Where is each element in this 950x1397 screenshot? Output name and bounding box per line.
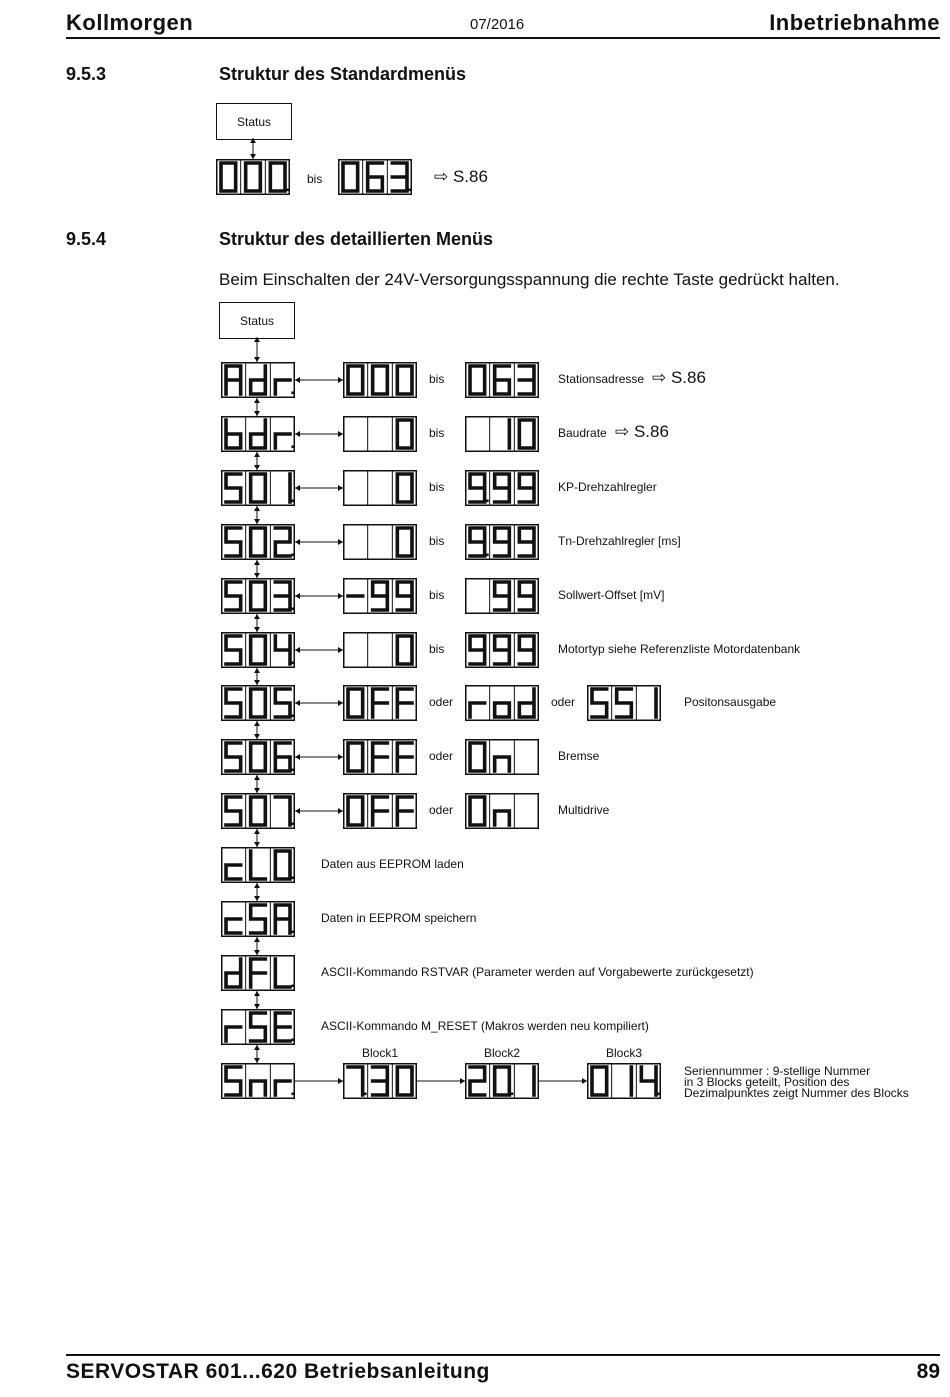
display-frame — [344, 363, 417, 398]
menu-code-display — [221, 578, 295, 614]
decimal-point — [291, 1093, 294, 1096]
serial-block1-display — [343, 1063, 417, 1099]
value-display-to — [465, 470, 539, 506]
value-display-from — [343, 685, 417, 721]
parameter-description: Motortyp siehe Referenzliste Motordatenbank — [558, 642, 801, 656]
decimal-point — [291, 769, 294, 772]
decimal-point — [511, 1093, 514, 1096]
arrow-head — [254, 506, 260, 511]
decimal-point — [291, 554, 294, 557]
header-date: 07/2016 — [470, 16, 525, 33]
status-box-standard: Status — [216, 103, 292, 140]
header-brand: Kollmorgen — [66, 10, 194, 35]
arrow-head — [254, 883, 260, 888]
command-description: ASCII-Kommando RSTVAR (Parameter werden auf Vorgabewerte zurückgesetzt) — [321, 965, 754, 979]
page-number: 89 — [916, 1360, 940, 1383]
arrow-head — [254, 337, 260, 342]
value-display-to — [465, 524, 539, 560]
menu-code-display — [221, 739, 295, 775]
value-display-to — [465, 362, 539, 398]
arrow-head — [254, 560, 260, 565]
menu-code-display — [221, 847, 295, 883]
value-display-to — [465, 416, 539, 452]
value-display-from — [343, 793, 417, 829]
menu-code-display — [221, 793, 295, 829]
decimal-point — [291, 1039, 294, 1042]
page-reference: ⇨ S.86 — [652, 368, 706, 387]
decimal-point — [291, 392, 294, 395]
value-display-to — [465, 578, 539, 614]
decimal-point — [291, 715, 294, 718]
arrow-head — [295, 700, 300, 706]
serial-description: in 3 Blocks geteilt, Position des — [684, 1075, 850, 1089]
arrow-head — [295, 485, 300, 491]
menu-code-display — [221, 416, 295, 452]
intro-text: Beim Einschalten der 24V-Versorgungsspannung die rechte Taste gedrückt halten. — [219, 270, 840, 289]
command-description: ASCII-Kommando M_RESET (Makros werden neu kompiliert) — [321, 1019, 649, 1033]
menu-code-display — [221, 362, 295, 398]
header-chapter: Inbetriebnahme — [769, 10, 940, 35]
arrow-head — [254, 721, 260, 726]
arrow-head — [254, 614, 260, 619]
value-display-from — [343, 632, 417, 668]
parameter-description: Baudrate — [558, 426, 607, 440]
arrow-head — [250, 138, 256, 143]
value-display-from — [343, 362, 417, 398]
arrow-head — [295, 754, 300, 760]
value-display-from — [343, 416, 417, 452]
menu-code-display — [221, 524, 295, 560]
value-display-to — [465, 793, 539, 829]
display-frame — [344, 471, 417, 506]
range-separator-label: bis — [429, 534, 445, 548]
parameter-description: Sollwert-Offset [mV] — [558, 588, 665, 602]
display-frame — [344, 525, 417, 560]
arrow-head — [254, 398, 260, 403]
arrow-head — [295, 593, 300, 599]
arrow-head — [254, 991, 260, 996]
decimal-point — [291, 446, 294, 449]
decimal-point — [291, 985, 294, 988]
range-separator-label: bis — [429, 588, 445, 602]
value-display-from — [343, 578, 417, 614]
arrow-head — [295, 377, 300, 383]
arrow-head — [254, 829, 260, 834]
value-display-to — [465, 739, 539, 775]
decimal-point — [291, 877, 294, 880]
bis-label-standard: bis — [307, 172, 323, 186]
decimal-point — [486, 554, 489, 557]
range-separator-label: bis — [429, 642, 445, 656]
section-number-953: 9.5.3 — [66, 64, 107, 84]
block-label: Block1 — [362, 1046, 399, 1060]
decimal-point — [291, 931, 294, 934]
section-title-954: Struktur des detaillierten Menüs — [219, 229, 494, 249]
arrow-head — [295, 431, 300, 437]
arrow-head — [254, 775, 260, 780]
status-box-detailed: Status — [219, 302, 295, 339]
page-reference-standard: ⇨ S.86 — [434, 167, 488, 186]
decimal-point — [486, 500, 489, 503]
value-display-to — [465, 632, 539, 668]
parameter-description: Tn-Drehzahlregler [ms] — [558, 534, 681, 548]
value-display-alt — [587, 685, 661, 721]
menu-code-display — [221, 470, 295, 506]
menu-code-display — [221, 685, 295, 721]
parameter-description: KP-Drehzahlregler — [558, 480, 657, 494]
range-separator-label: oder — [551, 695, 576, 709]
arrow-head — [250, 154, 256, 159]
serial-description: Dezimalpunktes zeigt Nummer des Blocks — [684, 1086, 909, 1100]
serial-block3-display — [587, 1063, 661, 1099]
decimal-point — [291, 500, 294, 503]
display-frame — [466, 417, 539, 452]
arrow-head — [295, 808, 300, 814]
range-separator-label: bis — [429, 372, 445, 386]
menu-code-display — [221, 955, 295, 991]
parameter-description: Positonsausgabe — [684, 695, 777, 709]
arrow-head — [295, 539, 300, 545]
decimal-point — [291, 823, 294, 826]
section-title-953: Struktur des Standardmenüs — [219, 64, 467, 84]
arrow-head — [254, 937, 260, 942]
parameter-description: Bremse — [558, 749, 600, 763]
arrow-head — [254, 668, 260, 673]
decimal-point — [657, 1093, 660, 1096]
command-description: Daten aus EEPROM laden — [321, 857, 464, 871]
parameter-description: Multidrive — [558, 803, 610, 817]
range-separator-label: bis — [429, 426, 445, 440]
arrow-head — [295, 647, 300, 653]
menu-code-display — [221, 1063, 295, 1099]
decimal-point — [291, 662, 294, 665]
value-display-to — [465, 685, 539, 721]
page-reference: ⇨ S.86 — [615, 422, 669, 441]
footer-title: SERVOSTAR 601...620 Betriebsanleitung — [66, 1360, 490, 1383]
display-frame — [344, 417, 417, 452]
arrow-head — [254, 452, 260, 457]
block-label: Block3 — [606, 1046, 643, 1060]
menu-code-display — [221, 632, 295, 668]
menu-code-display — [221, 901, 295, 937]
decimal-point — [364, 1093, 367, 1096]
section-number-954: 9.5.4 — [66, 229, 107, 249]
decimal-point — [291, 608, 294, 611]
serial-description: Seriennummer : 9-stellige Nummer — [684, 1064, 871, 1078]
block-label: Block2 — [484, 1046, 521, 1060]
range-separator-label: oder — [429, 803, 454, 817]
value-display-from — [343, 470, 417, 506]
serial-block2-display — [465, 1063, 539, 1099]
display-frame — [344, 633, 417, 668]
menu-code-display — [221, 1009, 295, 1045]
range-separator-label: oder — [429, 749, 454, 763]
command-description: Daten in EEPROM speichern — [321, 911, 477, 925]
range-separator-label: bis — [429, 480, 445, 494]
arrow-head — [254, 1045, 260, 1050]
value-display-from — [343, 524, 417, 560]
parameter-description: Stationsadresse — [558, 372, 645, 386]
range-separator-label: oder — [429, 695, 454, 709]
value-display-from — [343, 739, 417, 775]
